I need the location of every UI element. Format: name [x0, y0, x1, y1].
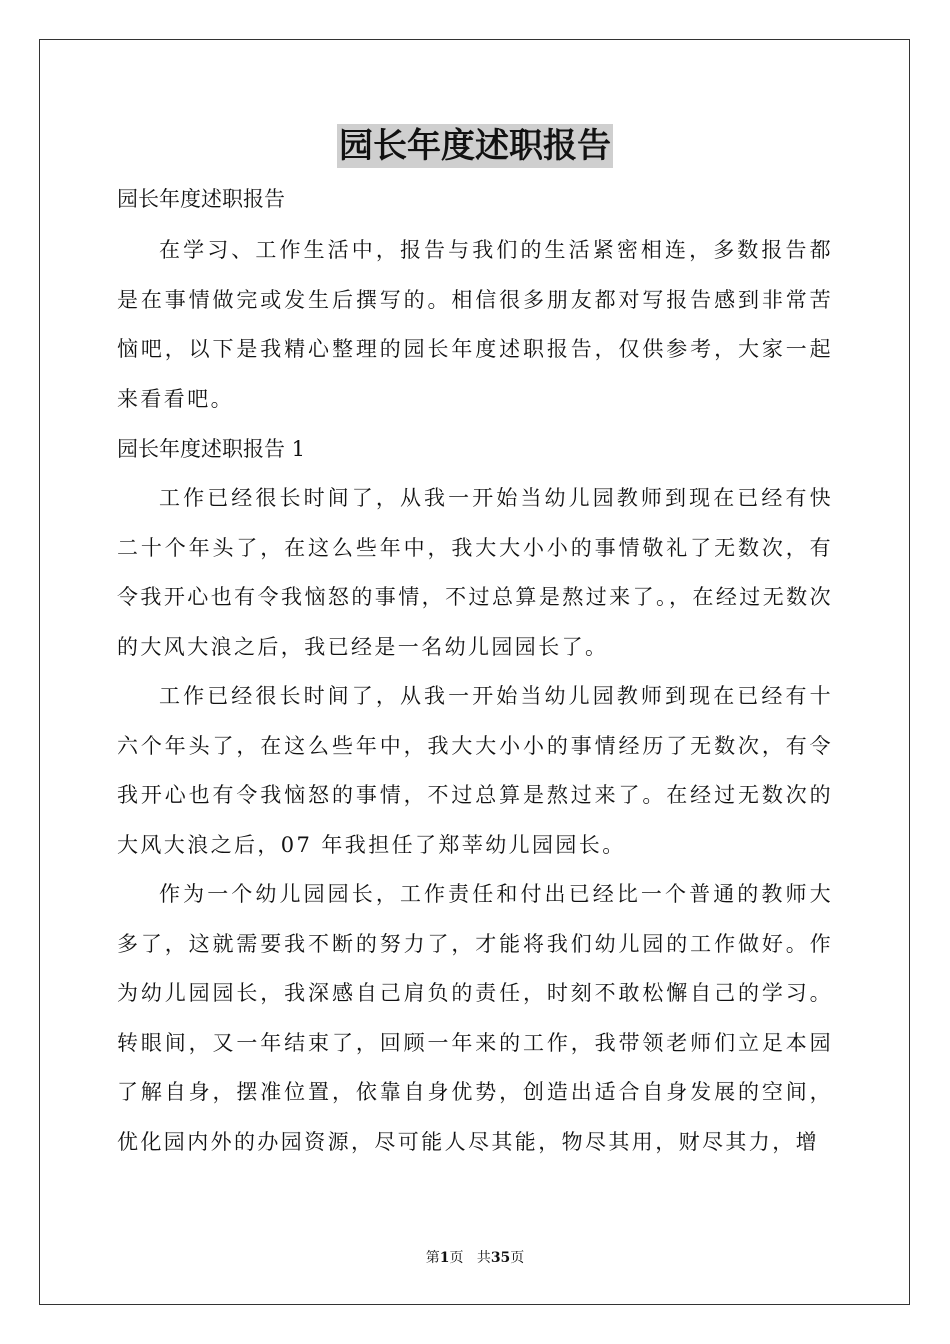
body-paragraph-2: 工作已经很长时间了，从我一开始当幼儿园教师到现在已经有十六个年头了，在这么些年中，我大大小小的事情经历了无数次，有令我开心也有令我恼怒的事情，不过总算是熬过来了。在经过无数次的大风大浪之后，07 年我担任了郑莘幼儿园园长。: [117, 684, 833, 857]
page-total: 35: [490, 1250, 511, 1266]
section-heading: 园长年度述职报告 1: [117, 437, 306, 461]
body-paragraph-3: 作为一个幼儿园园长，工作责任和付出已经比一个普通的教师大多了，这就需要我不断的努力了，才能将我们幼儿园的工作做好。作为幼儿园园长，我深感自己肩负的责任，时刻不敢松懈自己的学习。转眼间，又一年结束了，回顾一年来的工作，我带领老师们立足本园了解自身，摆准位置，依靠自身优势，创造出适合自身发展的空间，优化园内外的办园资源，尽可能人尽其能，物尽其用，财尽其力，增: [117, 882, 833, 1154]
intro-paragraph: 在学习、工作生活中，报告与我们的生活紧密相连，多数报告都是在事情做完或发生后撰写的。相信很多朋友都对写报告感到非常苦恼吧，以下是我精心整理的园长年度述职报告，仅供参考，大家一起来看看吧。: [117, 238, 833, 411]
page-total-prefix: 共: [476, 1250, 491, 1266]
page-number-prefix: 第: [425, 1250, 440, 1266]
body-paragraph-1: 工作已经很长时间了，从我一开始当幼儿园教师到现在已经有快二十个年头了，在这么些年中，我大大小小的事情敬礼了无数次，有令我开心也有令我恼怒的事情，不过总算是熬过来了。，在经过无数次的大风大浪之后，我已经是一名幼儿园园长了。: [117, 486, 833, 659]
page-number-current: 1: [439, 1250, 450, 1266]
page-footer: [0, 1249, 950, 1267]
page-number-suffix: 页: [449, 1250, 464, 1266]
document-title: [117, 124, 833, 172]
document-subtitle: 园长年度述职报告: [117, 187, 285, 211]
document-title-text: 园长年度述职报告: [339, 126, 611, 166]
page-total-suffix: 页: [510, 1250, 525, 1266]
